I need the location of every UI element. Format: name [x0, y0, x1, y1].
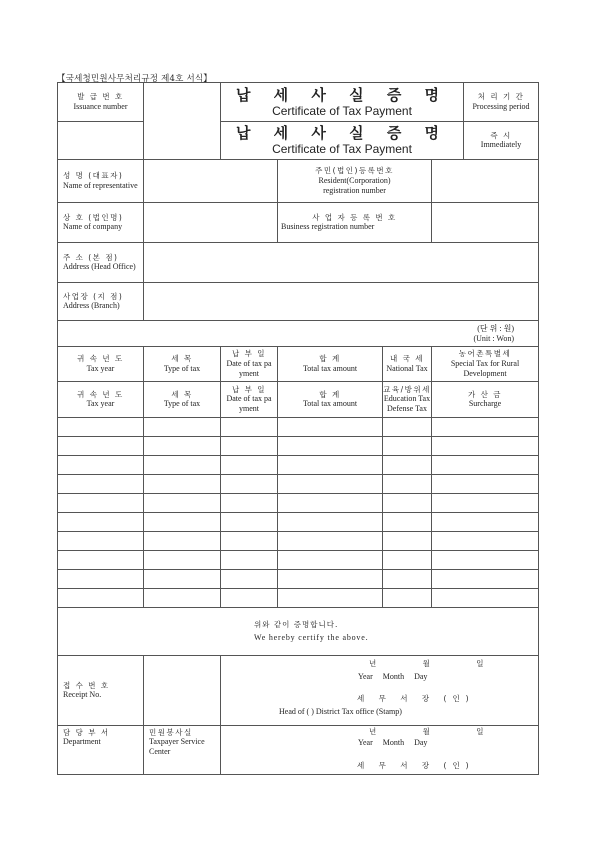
- signature-block: [221, 726, 539, 775]
- tax-office-head-korean-2: 세 무 서 장 (인): [357, 761, 475, 770]
- date-english: Year Month Day: [358, 672, 428, 681]
- table-row: [58, 532, 539, 551]
- representative-label: 성 명 (대표자) Name of representative: [58, 160, 144, 203]
- title-block-duplicate: 납 세 사 실 증 명 Certificate of Tax Payment: [221, 122, 464, 160]
- header2-education-tax: 교육/방위세 Education Tax Defense Tax: [383, 382, 432, 418]
- header-rural-tax: 농어촌특별세 Special Tax for Rural Development: [432, 347, 539, 382]
- table-row: [58, 437, 539, 456]
- form-reference: 【국세청민원사무처리규정 제4호 서식】: [57, 74, 212, 84]
- table-row: [58, 456, 539, 475]
- business-reg-label: 사 업 자 등 록 번 호 Business registration number: [278, 203, 432, 243]
- certificate-form: [57, 82, 539, 775]
- table-row: [58, 513, 539, 532]
- address-branch-label: 사업장 (지 점) Address (Branch): [58, 283, 144, 321]
- title-english: Certificate of Tax Payment: [272, 103, 412, 118]
- header-payment-date: 납 부 일 Date of tax pa yment: [221, 347, 278, 382]
- header-national-tax: 내 국 세 National Tax: [383, 347, 432, 382]
- table-row: [58, 418, 539, 437]
- certification-statement: 위와 같이 증명합니다. We hereby certify the above.: [58, 608, 539, 656]
- address-head-label: 주 소 (본 점) Address (Head Office): [58, 243, 144, 283]
- issuance-number-label: 발 급 번 호 Issuance number: [58, 83, 144, 122]
- tax-office-head-english: Head of ( ) District Tax office (Stamp): [279, 707, 402, 716]
- tax-table-header-1: [58, 347, 539, 382]
- date-english-2: Year Month Day: [358, 738, 428, 747]
- issuance-number-blank: [58, 122, 144, 160]
- issue-date-block: [221, 656, 539, 726]
- date-korean: 년 월 일: [369, 659, 506, 668]
- business-reg-field[interactable]: [432, 203, 539, 243]
- header-total: 합 계 Total tax amount: [278, 347, 383, 382]
- resident-reg-label: 주민(법인)등록번호 Resident(Corporation) registration number: [278, 160, 432, 203]
- table-row: [58, 494, 539, 513]
- header2-type-of-tax: 세 목 Type of tax: [144, 382, 221, 418]
- tax-office-head-korean: 세 무 서 장 (인): [357, 694, 475, 703]
- header2-surcharge: 가 산 금 Surcharge: [432, 382, 539, 418]
- department-value: 민원봉사실 Taxpayer Service Center: [144, 726, 221, 775]
- table-row: [58, 589, 539, 608]
- header-type-of-tax: 세 목 Type of tax: [144, 347, 221, 382]
- date-korean-2: 년 월 일: [369, 727, 506, 736]
- title-block: [221, 83, 464, 122]
- title-korean: 납 세 사 실 증 명: [235, 85, 449, 104]
- header-tax-year: 귀 속 년 도 Tax year: [58, 347, 144, 382]
- table-row: [58, 475, 539, 494]
- address-branch-field[interactable]: [144, 283, 539, 321]
- table-row: [58, 570, 539, 589]
- representative-field[interactable]: [144, 160, 278, 203]
- company-field[interactable]: [144, 203, 278, 243]
- table-row: [58, 551, 539, 570]
- header2-payment-date: 납 부 일 Date of tax pa yment: [221, 382, 278, 418]
- company-label: 상 호 (법인명) Name of company: [58, 203, 144, 243]
- receipt-label: 접 수 번 호 Receipt No.: [58, 656, 144, 726]
- header2-tax-year: 귀 속 년 도 Tax year: [58, 382, 144, 418]
- unit-note: (단 위 : 원) (Unit : Won): [58, 321, 539, 347]
- address-head-field[interactable]: [144, 243, 539, 283]
- receipt-field[interactable]: [144, 656, 221, 726]
- department-label: 담 당 부 서 Department: [58, 726, 144, 775]
- processing-period-value: 즉 시 Immediately: [464, 122, 539, 160]
- resident-reg-field[interactable]: [432, 160, 539, 203]
- processing-period-label: 처 리 기 간 Processing period: [464, 83, 539, 122]
- issuance-number-value[interactable]: [144, 83, 221, 160]
- header2-total: 합 계 Total tax amount: [278, 382, 383, 418]
- tax-table-header-2: [58, 382, 539, 418]
